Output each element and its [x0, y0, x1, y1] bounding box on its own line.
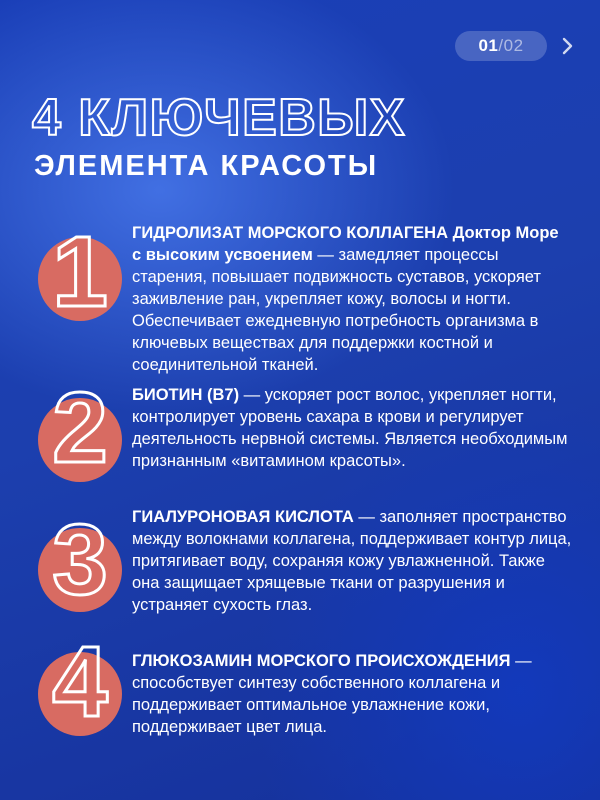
- item-title: ГЛЮКОЗАМИН МОРСКОГО ПРОИСХОЖДЕНИЯ: [132, 652, 511, 670]
- item-number: 1: [52, 216, 108, 328]
- item-title: БИОТИН (B7): [132, 386, 240, 404]
- item-description: [132, 650, 572, 738]
- item-description: [132, 222, 572, 376]
- item-number: 4: [52, 626, 108, 738]
- item-number: 2: [52, 372, 108, 484]
- page-separator: /: [498, 36, 504, 55]
- title-main: 4 КЛЮЧЕВЫХ: [32, 89, 406, 147]
- item-text: — способствует синтезу собственного коллагена и поддерживает оптимальное увлажнение кожи, поддерживает цвет лица.: [132, 652, 532, 736]
- item-text: — ускоряет рост волос, укрепляет ногти, контролирует уровень сахара в крови и регулирует деятельность нервной системы. Является необходимым признанным «витамином красоты».: [132, 386, 568, 470]
- item-title: ГИАЛУРОНОВАЯ КИСЛОТА: [132, 508, 354, 526]
- item-description: [132, 506, 572, 616]
- item-text: — заполняет пространство между волокнами коллагена, поддерживает контур лица, притягивает воду, сохраняя кожу увлажненной. Также она защищает хрящевые ткани от разрушения и устраняет сухость глаз.: [132, 508, 572, 614]
- page-total: 02: [503, 36, 524, 55]
- page-indicator: [455, 31, 547, 61]
- item-number: 3: [52, 504, 108, 616]
- item-text: — замедляет процессы старения, повышает подвижность суставов, ускоряет заживление ран, укрепляет кожу, волосы и ногти. Обеспечивает ежедневную потребность организма в ключевых веществах для поддержки костной и соединительной тканей.: [132, 246, 541, 374]
- item-title: ГИДРОЛИЗАТ МОРСКОГО КОЛЛАГЕНА Доктор Море с высоким усвоением: [132, 224, 559, 264]
- chevron-right-icon[interactable]: [558, 34, 578, 58]
- page-current: 01: [478, 36, 499, 55]
- item-description: [132, 384, 572, 472]
- title-sub: ЭЛЕМЕНТА КРАСОТЫ: [34, 150, 379, 182]
